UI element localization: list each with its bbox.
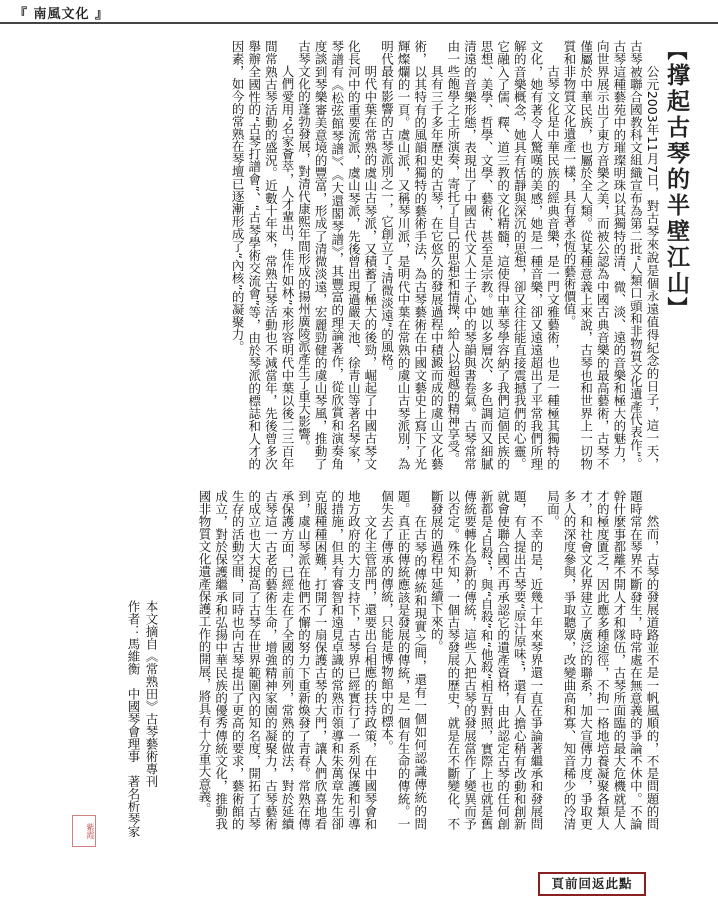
section-header: 『 南風文化 』 — [14, 7, 110, 22]
credit-author: 作者：馬維衡 中國琴會理事 著名析琴家 — [126, 600, 141, 838]
back-button[interactable]: 頁前回返此點 — [538, 872, 646, 896]
paragraph: 文化主管部門，還要出台相應的扶持政策，在中國琴會和地方政府的大力支持下，古琴界已經實行了一系列保護和引導的措施，但具有睿智和遠見卓識的常熟市領導和朱萬章先生卻克服種種困難，打開了一扇保護古琴的大門，讓人們欣喜地看到，虞山琴派在他們不懈的努力下重新煥發了青春。常熟在傳承保護方面，已經走在了全國的前列，常熟的做法，對於延續古琴這一古老的藝術生命，增強精神家園的凝聚力，古琴藝術的成立也大大提高了古琴在世界範圍內的知名度，開拓了古琴生存的活動空間，同時也向古琴提出了更高的要求，藝術館的成立，對於保護繼承和弘揚中華民族的優秀傳統文化，推動我國非物質文化遺產保護工作的開展，將具有十分重大意義。 — [196, 490, 378, 830]
article-title — [662, 40, 690, 340]
article-body-top — [40, 40, 660, 470]
seal-stamp: 紫霞 — [72, 815, 96, 847]
article-credit — [100, 600, 160, 840]
title-close-bracket: 】 — [664, 297, 688, 320]
title-open-bracket: 【 — [664, 40, 688, 63]
title-text: 撑起古琴的半壁江山 — [663, 63, 690, 297]
paragraph: 古琴文化是中華民族的經典音樂，是一門文雅藝術，也是一種極其獨特的文化，她有著令人驚嘆的美感，她是一種音樂，卻又遠遠超出了平常我們所理解的音樂概念，她具有恬靜與深沉的思想，卻又往往能直接震撼我們的心靈。它融入了儒、釋、道三教的文化精髓，這使得中華琴學容納了我們這個民族的思想、美學、哲學、文學、藝術、甚至是宗教。她以多層次、多色調而又細膩清遠的音樂形態，表現出了中國古代文人士子心中的琴韻與書卷氣。古琴常常由一些飽學之士所演奏，寄托了自己的思想和情操，給人以超越的精神享受。 — [445, 40, 561, 470]
paragraph: 具有三千多年歷史的古琴，在它悠久的發展過程中積澱而成的虞山文化藝術，以其特有的風韻和獨特的藝術手法，為古琴藝術在中國文藝史上寫下了光輝燦爛的一頁。虞山派，又稱琴川派，是明代中葉在常熟的虞山古琴派別，為明代最有影響的古琴派別之一，它創立了“清微淡遠”的風格。 — [379, 40, 445, 470]
paragraph: 然而，古琴的發展道路並不是一帆風順的，不是問題的問題時常在琴界不斷發生，時常處在無意義的爭論不休中。不論幹什麼事都離不開人才和隊伍，古琴所面臨的最大危機就是人才的極度匱乏，因此應多種途徑，不拘一格地培養凝聚各類人才，和社會文化界建立了廣泛的聯系，加大宣傳力度，爭取更多人的深度參與，爭取聽眾，改變曲高和寡、知音稀少的冷清局面。 — [545, 490, 660, 830]
credit-source: 本文摘自《常熟田》古琴藝術專刊 — [144, 600, 159, 788]
paragraph: 人們愛用“名家薈萃，人才輩出，佳作如林”來形容明代中葉以後二三百年間常熟古琴活動的盛況。近數十年來，常熟古琴活動也不減當年，先後曾多次舉辦全國性的“古琴打譜會”、“古琴學術交流會”等，由於琴派的標誌和人才的因素，如今的常熟在琴壇已逐漸形成了“內核”的凝聚力。 — [230, 40, 295, 470]
paragraph: 在古琴的傳統和現實之間，還有一個如何認識傳統的問題。真正的傳統應該是發展的傳統，是一個有生命的傳統。一個失去了傳承的傳統，只能是博物館中的標本。 — [379, 490, 428, 830]
header-divider — [0, 22, 718, 24]
paragraph: 公元2003年11月7日，對古琴來說是個永遠值得紀念的日子，這一天，古琴被聯合國教科文組織宣布為第二批“人類口頭和非物質文化遺產代表作”。古琴這種藝苑中的璀璨明珠以其獨特的清、微、淡、遠的音樂和極大的魅力，向世界展示出了東方音樂之美，而被公認為中國古典音樂的最高藝術，古琴不僅屬於中華民族，也屬於全人類。從某種意義上來說，古琴也和世界上一切物質和非物質文化遺產一樣，具有著永恆的藝術價值。 — [562, 40, 660, 470]
paragraph: 明代中葉在常熟的虞山古琴派，又積蓄了極大的後勁，崛起了中國古琴文化長河中的重要流派，虞山琴派，先後曾出現過嚴天池、徐青山等著名琴家，琴譜有《松弦館琴譜》、《大還閣琴譜》，其豐富的理論著作，從欣賞和演奏角度談到琴樂審美意境的豐富，形成了清微淡遠，宏麗勁健的虞山琴風，推動了古琴文化的蓬勃發展，對清代康熙年間形成的揚州廣陵派產生了重大影響。 — [296, 40, 378, 470]
paragraph: 不幸的是，近幾十年來琴界還一直在爭論著繼承和發展問題，有人提出古琴要“原汁原味”，還有人擔心稍有改動和創新就會使聯合國不再承認它的遺產資格，由此認定古琴的任何創新都是“自殺”，與“自殺”和“他殺”相互對照，實際上也就是舊傳統要轉化為新的傳統，這些人把古琴的發展當作了變異而予以否定。殊不知，一個古琴發展的歷史，就是在不斷變化、不斷發展的過程中延續下來的。 — [429, 490, 544, 830]
